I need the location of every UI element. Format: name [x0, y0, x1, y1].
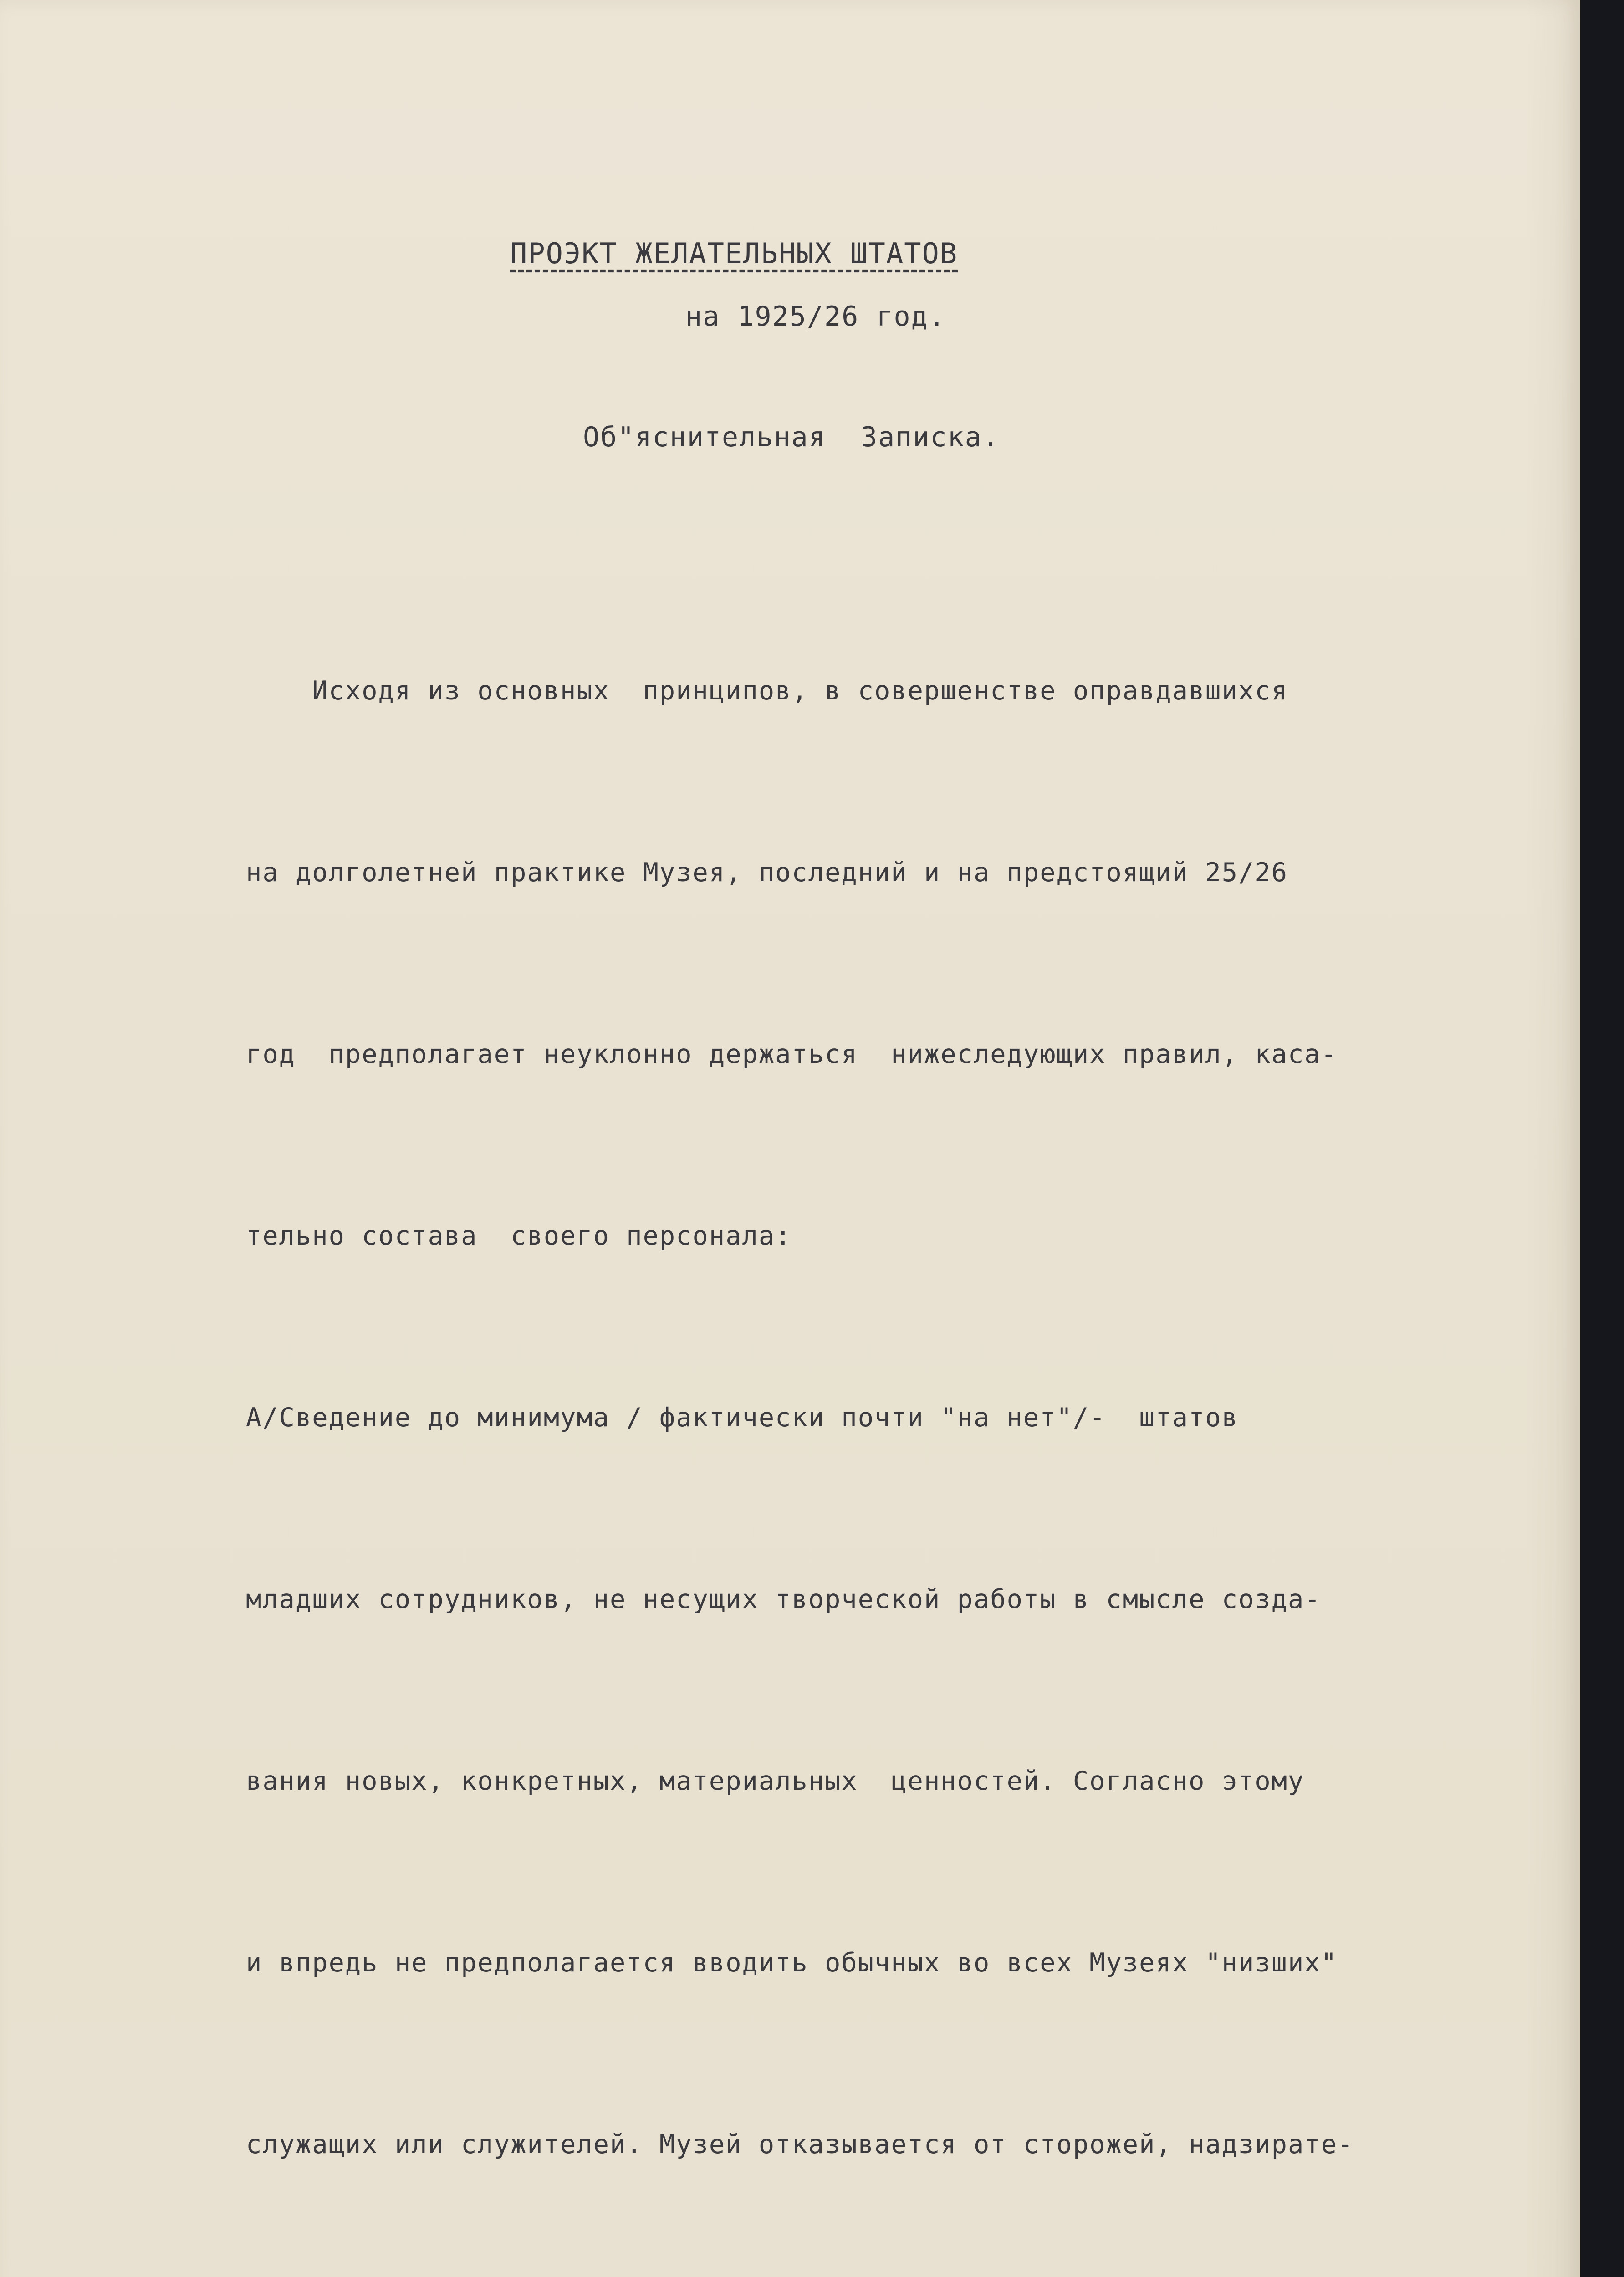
body-line: тельно состава своего персонала: — [246, 1221, 792, 1251]
body-line: А/Сведение до минимума / фактически почти "на нет"/- штатов — [246, 1403, 1239, 1433]
section-heading: Об"яснительная Записка. — [583, 421, 1000, 453]
document-title: ПРОЭКТ ЖЕЛАТЕЛЬНЫХ ШТАТОВ — [510, 237, 958, 270]
body-line: Исходя из основных принципов, в совершенстве оправдавшихся — [246, 676, 1288, 706]
body-line: на долголетней практике Музея, последний и на предстоящий 25/26 — [246, 858, 1288, 888]
body-line: младших сотрудников, не несущих творческой работы в смысле созда- — [246, 1584, 1321, 1614]
body-text — [246, 540, 1476, 2277]
body-line: служащих или служителей. Музей отказывается от сторожей, надзирате- — [246, 2129, 1354, 2160]
body-line: год предполагает неуклонно держаться нижеследующих правил, каса- — [246, 1039, 1338, 1069]
document-subtitle: на 1925/26 год. — [685, 301, 946, 332]
body-line: вания новых, конкретных, материальных ценностей. Согласно этому — [246, 1766, 1305, 1796]
body-line: и впредь не предполагается вводить обычных во всех Музеях "низших" — [246, 1948, 1338, 1978]
